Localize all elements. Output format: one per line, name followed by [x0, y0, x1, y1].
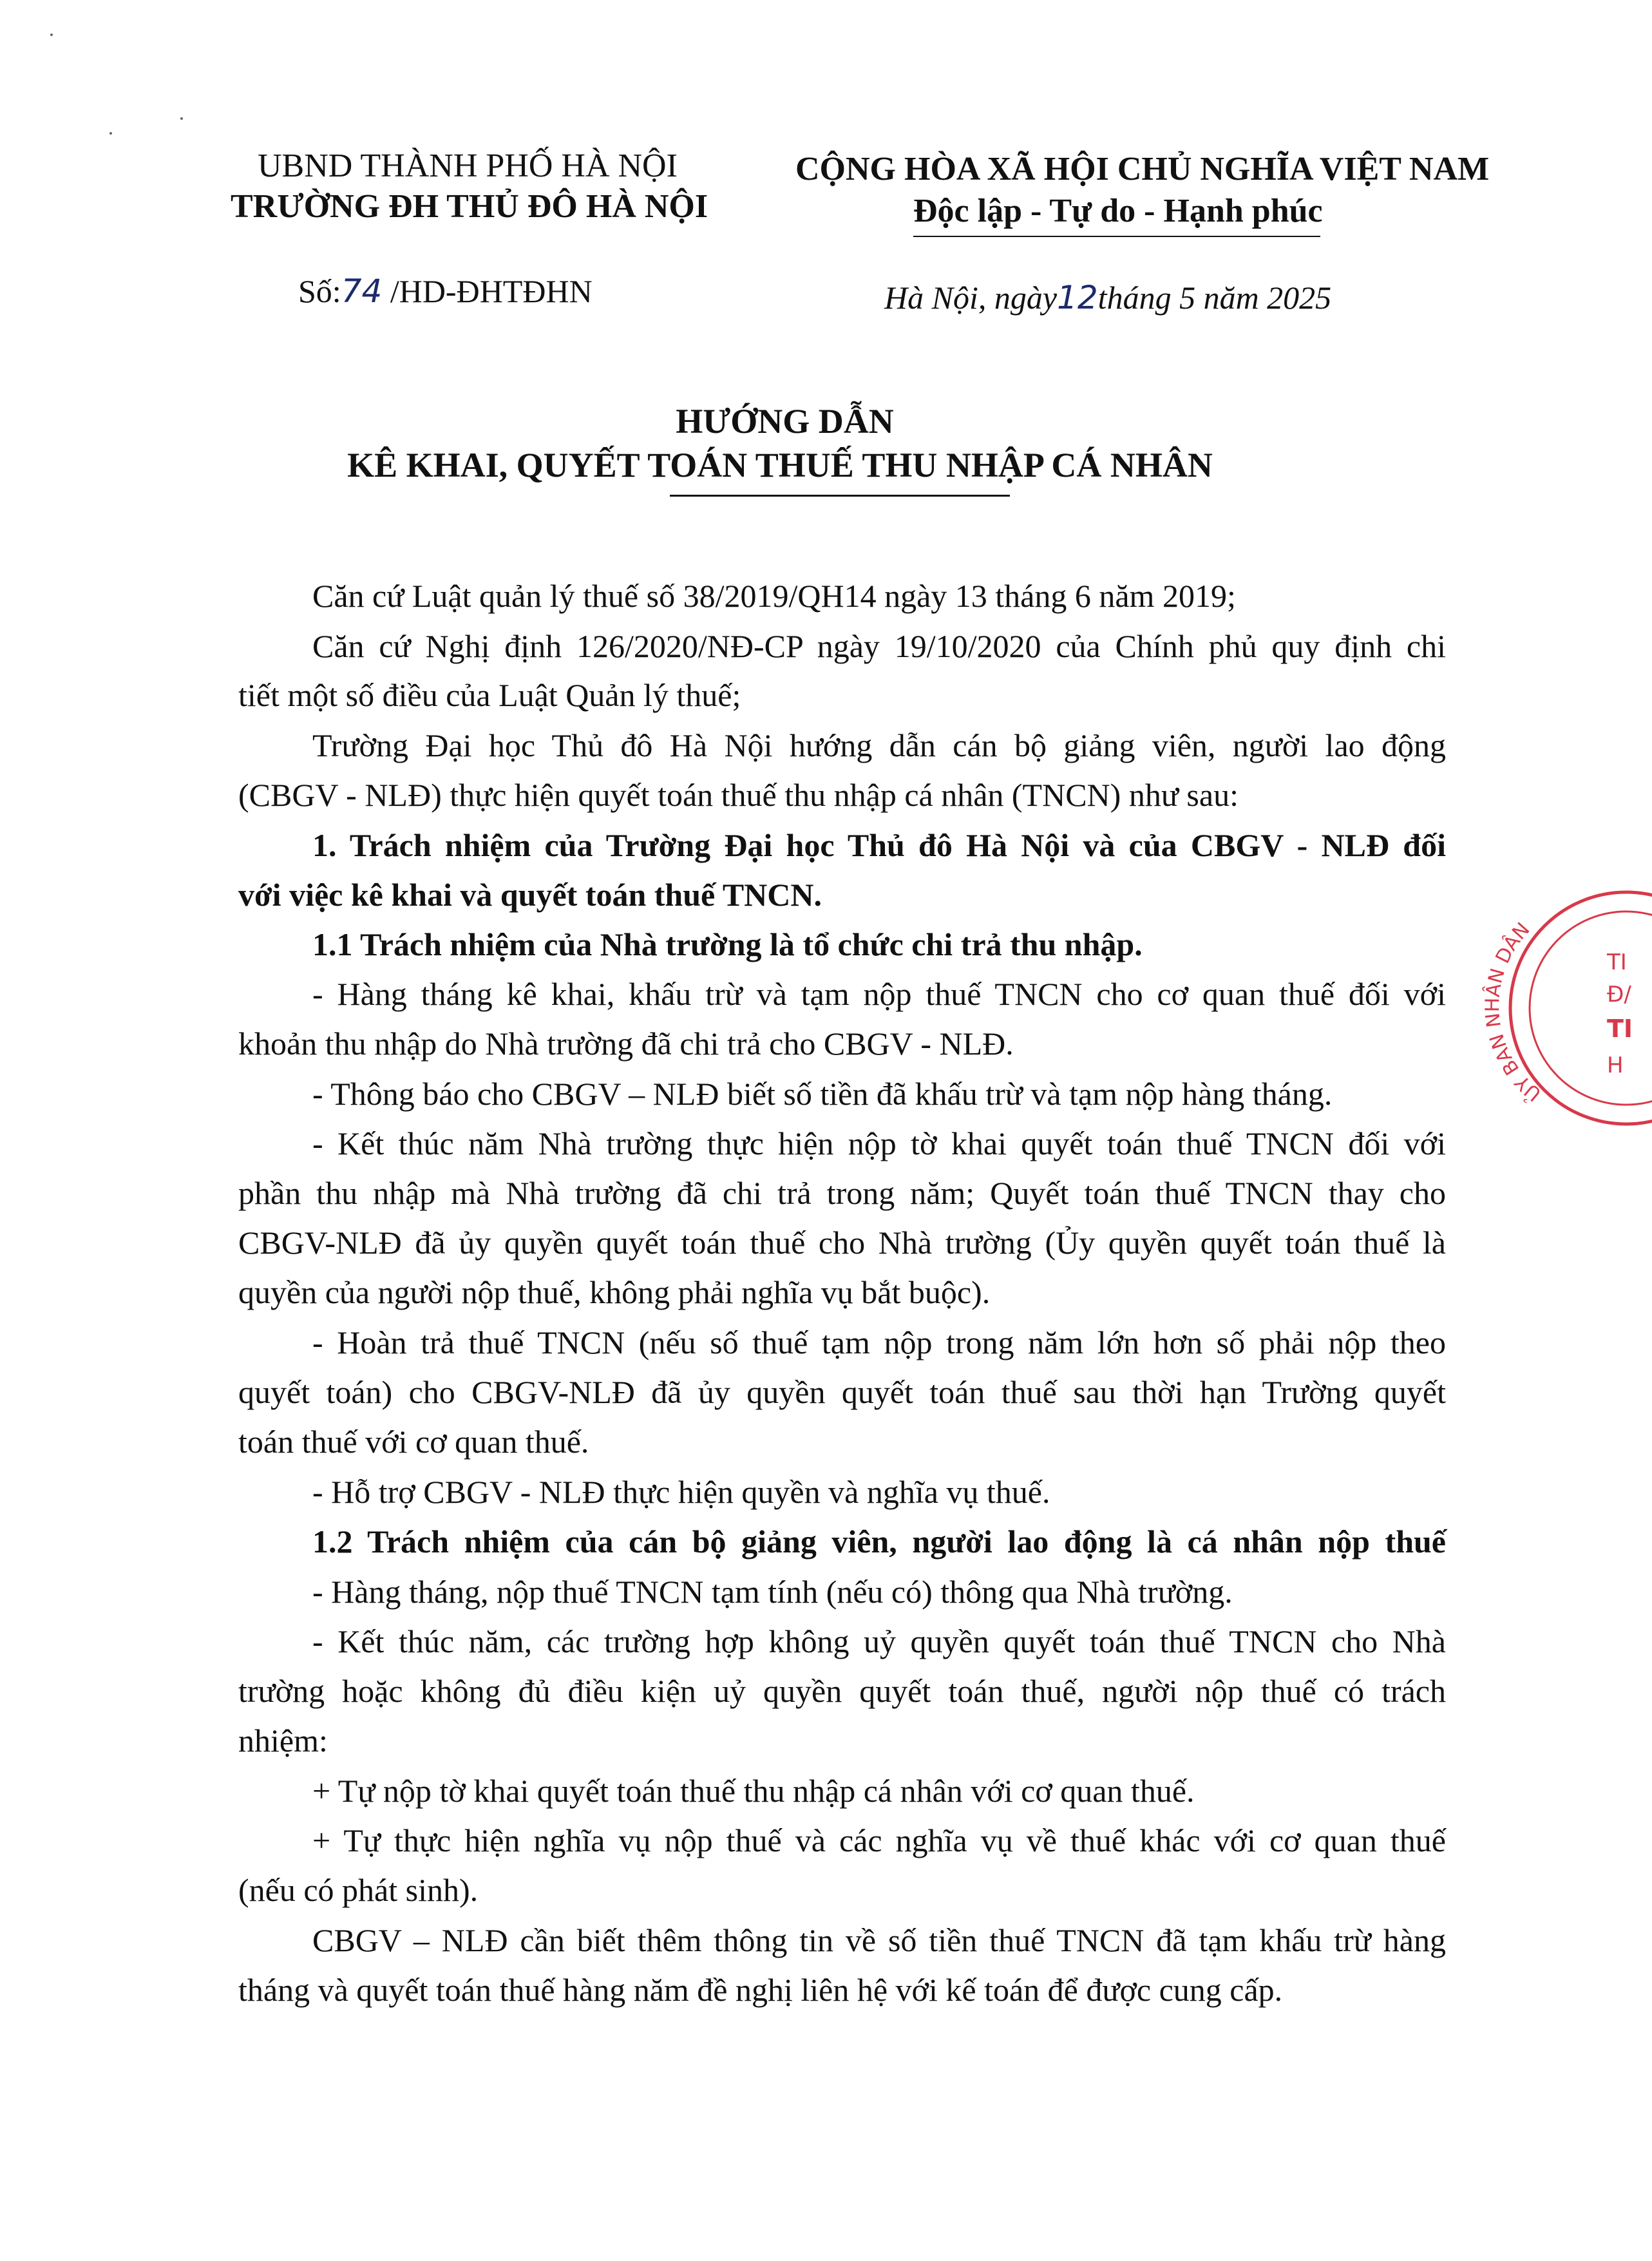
stamp-arc-text: ỦY BAN NHÂN DÂN: [1481, 918, 1546, 1106]
item-3-3: CBGV-NLĐ đã ủy quyền quyết toán thuế cho Nhà trường (Ủy quyền quyết toán thuế là: [238, 1225, 1446, 1261]
sub-duty-2-1: + Tự thực hiện nghĩa vụ nộp thuế và các nghĩa vụ về thuế khác với cơ quan thuế: [312, 1822, 1446, 1858]
duty-2-3: nhiệm:: [238, 1722, 328, 1759]
section-1-heading-2: với việc kê khai và quyết toán thuế TNCN.: [238, 877, 822, 913]
doc-number: [298, 272, 593, 310]
org-name-line2: TRƯỜNG ĐH THỦ ĐÔ HÀ NỘI: [231, 188, 708, 225]
scan-speck: [180, 117, 183, 120]
item-5: - Hỗ trợ CBGV - NLĐ thực hiện quyền và nghĩa vụ thuế.: [312, 1474, 1050, 1510]
sub-duty-2-2: (nếu có phát sinh).: [238, 1872, 479, 1908]
motto-underline: [913, 236, 1320, 237]
date-suffix: tháng 5 năm 2025: [1097, 280, 1332, 316]
nation-motto: Độc lập - Tự do - Hạnh phúc: [913, 193, 1323, 229]
duty-2-1: - Kết thúc năm, các trường hợp không uỷ quyền quyết toán thuế TNCN cho Nhà: [312, 1623, 1446, 1659]
stamp-text-3: TI: [1607, 1015, 1633, 1043]
doc-number-prefix: Số:: [298, 273, 341, 309]
section-1-1-heading: 1.1 Trách nhiệm của Nhà trường là tổ chức chi trả thu nhập.: [312, 926, 1143, 962]
item-1-1: - Hàng tháng kê khai, khấu trừ và tạm nộp thuế TNCN cho cơ quan thuế đối với: [312, 976, 1446, 1012]
item-4-3: toán thuế với cơ quan thuế.: [238, 1424, 589, 1460]
stamp-text-2: Đ/: [1607, 982, 1631, 1007]
section-1-heading-1: 1. Trách nhiệm của Trường Đại học Thủ đô Hà Nội và của CBGV - NLĐ đối: [312, 827, 1446, 863]
date-day-handwritten: 12: [1057, 279, 1098, 316]
org-name-line1: UBND THÀNH PHỐ HÀ NỘI: [258, 148, 678, 184]
scan-speck: [50, 33, 53, 36]
official-stamp: [1481, 879, 1652, 1137]
sub-duty-1: + Tự nộp tờ khai quyết toán thuế thu nhập cá nhân với cơ quan thuế.: [312, 1773, 1195, 1809]
item-2: - Thông báo cho CBGV – NLĐ biết số tiền đã khấu trừ và tạm nộp hàng tháng.: [312, 1076, 1333, 1112]
stamp-text-1: TI: [1607, 949, 1627, 975]
title-line2: KÊ KHAI, QUYẾT TOÁN THUẾ THU NHẬP CÁ NHÂN: [347, 446, 1213, 484]
title-line1: HƯỚNG DẪN: [676, 402, 894, 441]
doc-date: [884, 281, 1331, 314]
basis-decree-1: Căn cứ Nghị định 126/2020/NĐ-CP ngày 19/10/2020 của Chính phủ quy định chi: [312, 628, 1446, 664]
date-prefix: Hà Nội, ngày: [884, 280, 1058, 316]
doc-number-handwritten: 74: [341, 272, 383, 310]
scan-speck: [109, 132, 112, 135]
basis-decree-2: tiết một số điều của Luật Quản lý thuế;: [238, 677, 741, 713]
intro-2: (CBGV - NLĐ) thực hiện quyết toán thuế thu nhập cá nhân (TNCN) như sau:: [238, 777, 1239, 813]
intro-1: Trường Đại học Thủ đô Hà Nội hướng dẫn cán bộ giảng viên, người lao động: [312, 727, 1446, 763]
nation-name: CỘNG HÒA XÃ HỘI CHỦ NGHĨA VIỆT NAM: [795, 151, 1490, 187]
section-1-2-heading: 1.2 Trách nhiệm của cán bộ giảng viên, người lao động là cá nhân nộp thuế: [312, 1523, 1446, 1560]
duty-1: - Hàng tháng, nộp thuế TNCN tạm tính (nếu có) thông qua Nhà trường.: [312, 1574, 1233, 1610]
item-4-1: - Hoàn trả thuế TNCN (nếu số thuế tạm nộp trong năm lớn hơn số phải nộp theo: [312, 1324, 1446, 1360]
item-3-2: phần thu nhập mà Nhà trường đã chi trả trong năm; Quyết toán thuế TNCN thay cho: [238, 1175, 1446, 1211]
item-4-2: quyết toán) cho CBGV-NLĐ đã ủy quyền quyết toán thuế sau thời hạn Trường quyết: [238, 1374, 1446, 1410]
item-1-2: khoản thu nhập do Nhà trường đã chi trả cho CBGV - NLĐ.: [238, 1026, 1014, 1062]
closing-1: CBGV – NLĐ cần biết thêm thông tin về số tiền thuế TNCN đã tạm khấu trừ hàng: [312, 1922, 1446, 1958]
title-underline: [670, 495, 1010, 497]
basis-law: Căn cứ Luật quản lý thuế số 38/2019/QH14 ngày 13 tháng 6 năm 2019;: [312, 578, 1236, 614]
doc-number-suffix: /HD-ĐHTĐHN: [382, 273, 593, 309]
closing-2: tháng và quyết toán thuế hàng năm đề nghị liên hệ với kế toán để được cung cấp.: [238, 1972, 1283, 2008]
duty-2-2: trường hoặc không đủ điều kiện uỷ quyền quyết toán thuế, người nộp thuế có trách: [238, 1673, 1446, 1709]
item-3-1: - Kết thúc năm Nhà trường thực hiện nộp tờ khai quyết toán thuế TNCN đối với: [312, 1125, 1446, 1161]
stamp-text-4: H: [1607, 1053, 1624, 1078]
item-3-4: quyền của người nộp thuế, không phải nghĩa vụ bắt buộc).: [238, 1274, 991, 1310]
